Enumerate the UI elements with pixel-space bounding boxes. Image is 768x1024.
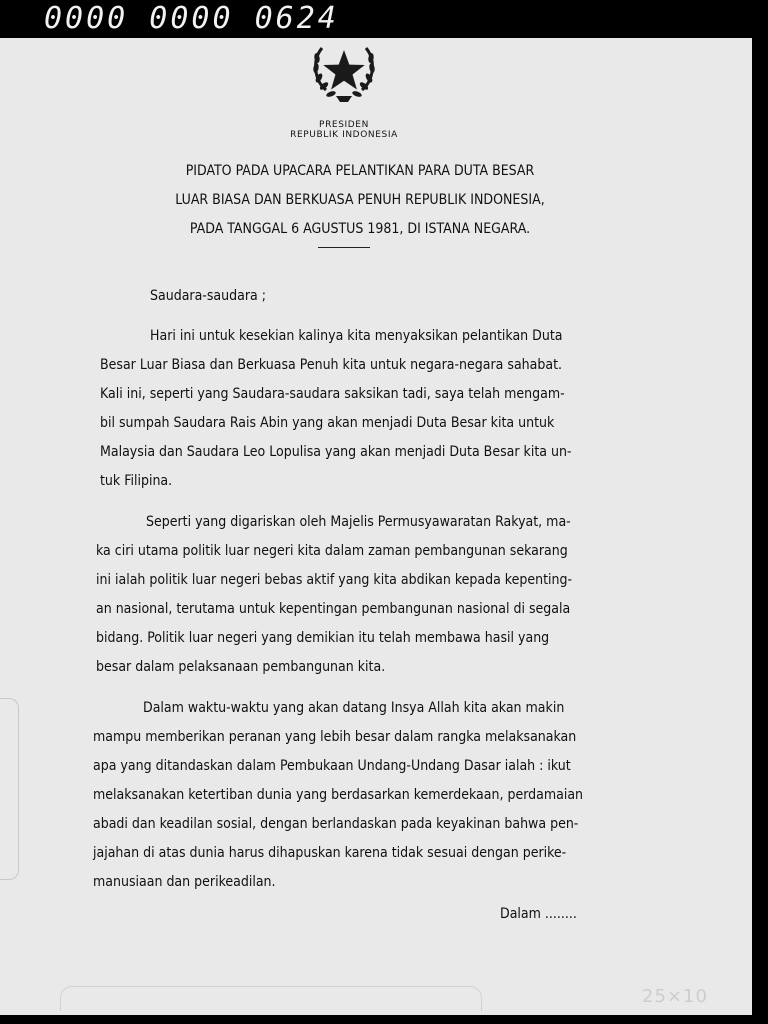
paragraph-line: bidang. Politik luar negeri yang demikian itu telah membawa hasil yang [96,630,550,646]
title-line: PIDATO PADA UPACARA PELANTIKAN PARA DUTA BESAR [185,163,535,179]
paragraph-line: mampu memberikan peranan yang lebih besar dalam rangka melaksanakan [93,729,577,745]
paper-edge-tab [0,698,19,880]
paragraph-line: Malaysia dan Saudara Leo Lopulisa yang akan menjadi Duta Besar kita un- [100,444,572,460]
salutation: Saudara-saudara ; [150,288,266,304]
paragraph-line: ini ialah politik luar negeri bebas aktif yang kita abdikan kepada kepenting- [96,572,573,588]
paragraph-line: Kali ini, seperti yang Saudara-saudara saksikan tadi, saya telah mengam- [100,386,565,402]
paragraph-line: besar dalam pelaksanaan pembangunan kita. [96,659,386,675]
catchword: Dalam ........ [500,906,577,922]
frame-number: 0000 0000 0624 [44,1,339,36]
title-line: PADA TANGGAL 6 AGUSTUS 1981, DI ISTANA NEGARA. [189,221,531,237]
title-underline [318,247,370,248]
paragraph-line: Seperti yang digariskan oleh Majelis Permusyawaratan Rakyat, ma- [146,514,571,530]
paragraph-line: apa yang ditandaskan dalam Pembukaan Undang-Undang Dasar ialah : ikut [93,758,571,774]
microfilm-reduction-mark: 25×10 [642,986,708,1007]
paragraph-line: an nasional, terutama untuk kepentingan pembangunan nasional di segala [96,601,571,617]
paragraph-line: Hari ini untuk kesekian kalinya kita menyaksikan pelantikan Duta [150,328,563,344]
paragraph-line: Dalam waktu-waktu yang akan datang Insya Allah kita akan makin [143,700,565,716]
issuer-line-2: REPUBLIK INDONESIA [290,130,398,140]
paragraph-line: manusiaan dan perikeadilan. [93,874,276,890]
paragraph-line: ka ciri utama politik luar negeri kita dalam zaman pembangunan sekarang [96,543,568,559]
paragraph-line: Besar Luar Biasa dan Berkuasa Penuh kita untuk negara-negara sahabat. [100,357,563,373]
issuer-line-1: PRESIDEN [319,120,369,130]
paper-edge-tab [60,986,482,1011]
garuda-star-wreath-emblem [304,38,384,108]
title-line: LUAR BIASA DAN BERKUASA PENUH REPUBLIK INDONESIA, [175,192,545,208]
paragraph-line: jajahan di atas dunia harus dihapuskan karena tidak sesuai dengan perike- [93,845,567,861]
paragraph-line: abadi dan keadilan sosial, dengan berlandaskan pada keyakinan bahwa pen- [93,816,579,832]
document-page [0,38,752,1015]
paragraph-line: bil sumpah Saudara Rais Abin yang akan menjadi Duta Besar kita untuk [100,415,555,431]
paragraph-line: melaksanakan ketertiban dunia yang berdasarkan kemerdekaan, perdamaian [93,787,584,803]
paragraph-line: tuk Filipina. [100,473,173,489]
